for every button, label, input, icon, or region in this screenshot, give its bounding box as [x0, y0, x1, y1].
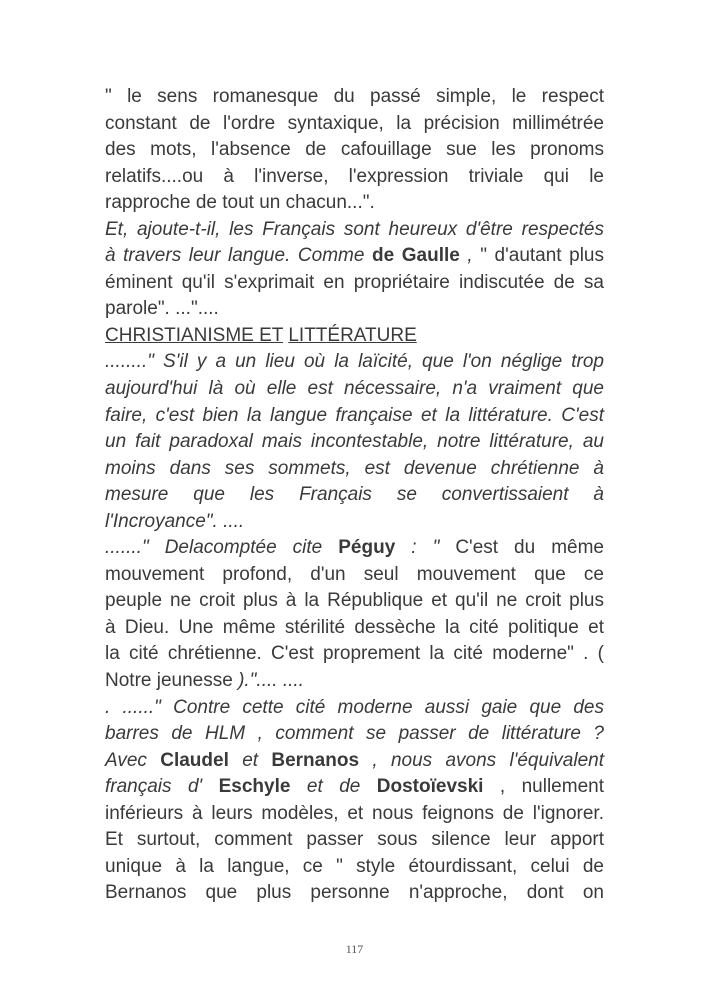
- italic-quote: moins dans ses sommets, est devenue chrétienne à: [105, 457, 604, 479]
- text-line: [105, 748, 604, 775]
- italic-quote: ,: [459, 245, 481, 267]
- text-line: [105, 615, 604, 642]
- text-segment: parole". ..."....: [105, 298, 219, 320]
- italic-quote: aujourd'hui là où elle est nécessaire, n'a vraiment que: [105, 378, 604, 400]
- text-line: [105, 827, 604, 854]
- text-line: [105, 456, 604, 483]
- italic-quote: Avec: [105, 749, 161, 771]
- italic-quote: : ": [395, 537, 440, 559]
- text-line: [105, 801, 604, 828]
- text-line: [105, 695, 604, 722]
- italic-quote: à travers leur langue. Comme: [105, 245, 372, 267]
- text-line: [105, 721, 604, 748]
- text-line: [105, 217, 604, 244]
- italic-quote: un fait paradoxal mais incontestable, notre littérature, au: [105, 431, 604, 453]
- text-segment: unique à la langue, ce " style étourdissant, celui de: [105, 855, 604, 877]
- text-line: [105, 349, 604, 376]
- text-line: [105, 854, 604, 881]
- text-segment: LITTÉRATURE: [288, 324, 417, 346]
- text-segment: inférieurs à leurs modèles, et nous feignons de l'ignorer.: [105, 802, 604, 824]
- italic-quote: français d': [105, 776, 219, 798]
- text-line: [105, 535, 604, 562]
- italic-quote: , nous avons l'équivalent: [359, 749, 604, 771]
- text-segment: à Dieu. Une même stérilité dessèche la cité politique et: [105, 616, 604, 638]
- italic-quote: Et, ajoute-t-il, les Français sont heureux d'être respectés: [105, 218, 604, 240]
- text-line: [105, 164, 604, 191]
- text-line: [105, 190, 604, 217]
- text-segment: mouvement profond, d'un seul mouvement que ce: [105, 563, 604, 585]
- text-segment: Et surtout, comment passer sous silence leur apport: [105, 829, 604, 851]
- text-segment: Notre jeunesse: [105, 670, 239, 692]
- text-line: [105, 641, 604, 668]
- text-line: [105, 84, 604, 111]
- italic-quote: faire, c'est bien la langue française et la littérature. C'est: [105, 404, 604, 426]
- text-line: [105, 562, 604, 589]
- bold-name: Dostoïevski: [376, 776, 484, 798]
- text-segment: Bernanos que plus personne n'approche, dont on: [105, 882, 604, 904]
- text-line: [105, 429, 604, 456]
- italic-quote: l'Incroyance". ....: [105, 510, 245, 532]
- text-line: [105, 243, 604, 270]
- text-segment: peuple ne croit plus à la République et qu'il ne croit plus: [105, 590, 604, 612]
- bold-name: Péguy: [338, 537, 396, 559]
- bold-name: de Gaulle: [372, 245, 460, 267]
- text-line: [105, 376, 604, 403]
- text-line: [105, 403, 604, 430]
- text-segment: " d'autant plus: [480, 245, 605, 267]
- italic-quote: et de: [290, 776, 377, 798]
- text-segment: , nullement: [483, 776, 604, 798]
- text-line: [105, 668, 604, 695]
- text-segment: relatifs....ou à l'inverse, l'expression triviale qui le: [105, 165, 604, 187]
- bold-name: Claudel: [160, 749, 229, 771]
- text-segment: rapproche de tout un chacun...".: [105, 192, 375, 214]
- text-segment: la cité chrétienne. C'est proprement la cité moderne" . (: [105, 643, 604, 665]
- text-segment: éminent qu'il s'exprimait en propriétaire indiscutée de sa: [105, 271, 604, 293]
- italic-quote: et: [228, 749, 272, 771]
- text-line: [105, 137, 604, 164]
- text-line: [105, 482, 604, 509]
- bold-name: Bernanos: [271, 749, 360, 771]
- text-line: [105, 774, 604, 801]
- italic-quote: ........" S'il y a un lieu où la laïcité, que l'on néglige trop: [105, 351, 604, 373]
- italic-quote: barres de HLM , comment se passer de littérature ?: [105, 723, 604, 745]
- text-line: [105, 296, 604, 323]
- text-segment: CHRISTIANISME ET: [105, 324, 284, 346]
- text-segment: " le sens romanesque du passé simple, le respect: [105, 86, 604, 107]
- text-segment: des mots, l'absence de cafouillage sue les pronoms: [105, 139, 604, 161]
- text-segment: C'est du même: [439, 537, 604, 559]
- italic-quote: mesure que les Français se convertissaient à: [105, 484, 604, 506]
- italic-quote: ).".... ....: [238, 670, 304, 692]
- italic-quote: ......." Delacomptée cite: [105, 537, 339, 559]
- bold-name: Eschyle: [218, 776, 291, 798]
- text-line: [105, 880, 604, 907]
- section-heading: [105, 323, 604, 350]
- text-line: [105, 588, 604, 615]
- italic-quote: . ......" Contre cette cité moderne aussi gaie que des: [105, 696, 604, 718]
- text-line: [105, 111, 604, 138]
- text-line: [105, 270, 604, 297]
- text-line: [105, 509, 604, 536]
- page-body-text: [105, 84, 604, 907]
- text-segment: constant de l'ordre syntaxique, la précision millimétrée: [105, 112, 604, 134]
- page-number: 117: [345, 942, 364, 956]
